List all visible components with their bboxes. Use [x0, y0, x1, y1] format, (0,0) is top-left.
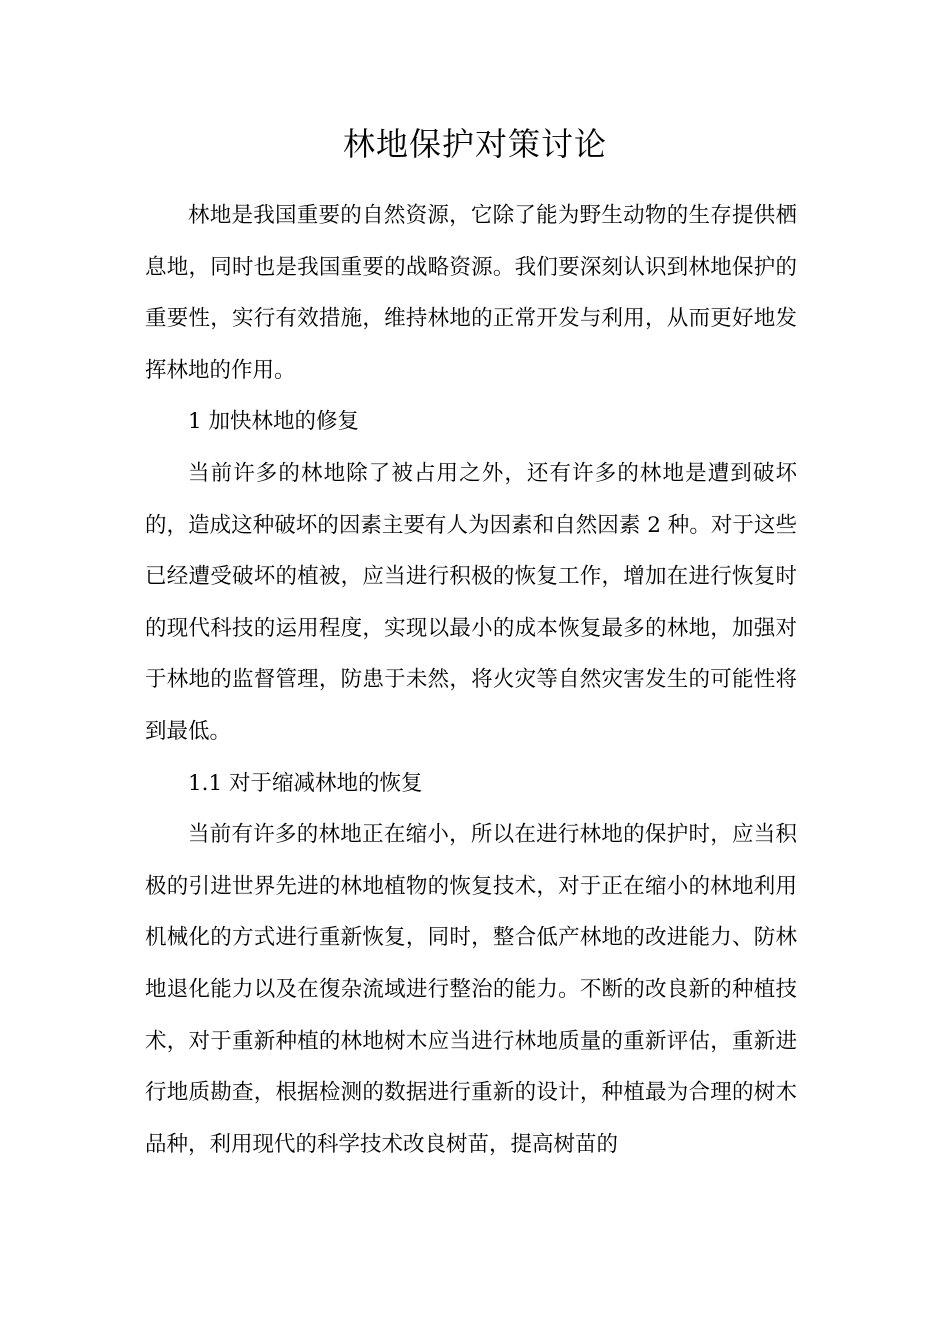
intro-paragraph: 林地是我国重要的自然资源，它除了能为野生动物的生存提供栖息地，同时也是我国重要的战略资源。我们要深刻认识到林地保护的重要性，实行有效措施，维持林地的正常开发与利用，从而更好地发挥林地的作用。: [145, 203, 797, 383]
section-heading-1-1: 1.1 对于缩减林地的恢复: [188, 770, 423, 796]
section-heading-1: 1 加快林地的修复: [188, 409, 360, 435]
section-1-paragraph: 当前许多的林地除了被占用之外，还有许多的林地是遭到破坏的，造成这种破坏的因素主要有人为因素和自然因素 2 种。对于这些已经遭受破坏的植被，应当进行积极的恢复工作，增加在进行恢复时的现代科技的运用程度，实现以最小的成本恢复最多的林地，加强对于林地的监督管理，防患于未然，将火灾等自然灾害发生的可能性将到最低。: [145, 460, 797, 744]
document-title: 林地保护对策讨论: [342, 125, 607, 163]
document-body: [145, 190, 797, 1170]
section-1-1-paragraph: 当前有许多的林地正在缩小，所以在进行林地的保护时，应当积极的引进世界先进的林地植物的恢复技术，对于正在缩小的林地利用机械化的方式进行重新恢复，同时，整合低产林地的改进能力、防林地退化能力以及在復杂流域进行整治的能力。不断的改良新的种植技术，对于重新种植的林地树木应当进行林地质量的重新评估，重新进行地质勘查，根据检测的数据进行重新的设计，种植最为合理的树木品种，利用现代的科学技术改良树苗，提高树苗的: [145, 822, 797, 1157]
